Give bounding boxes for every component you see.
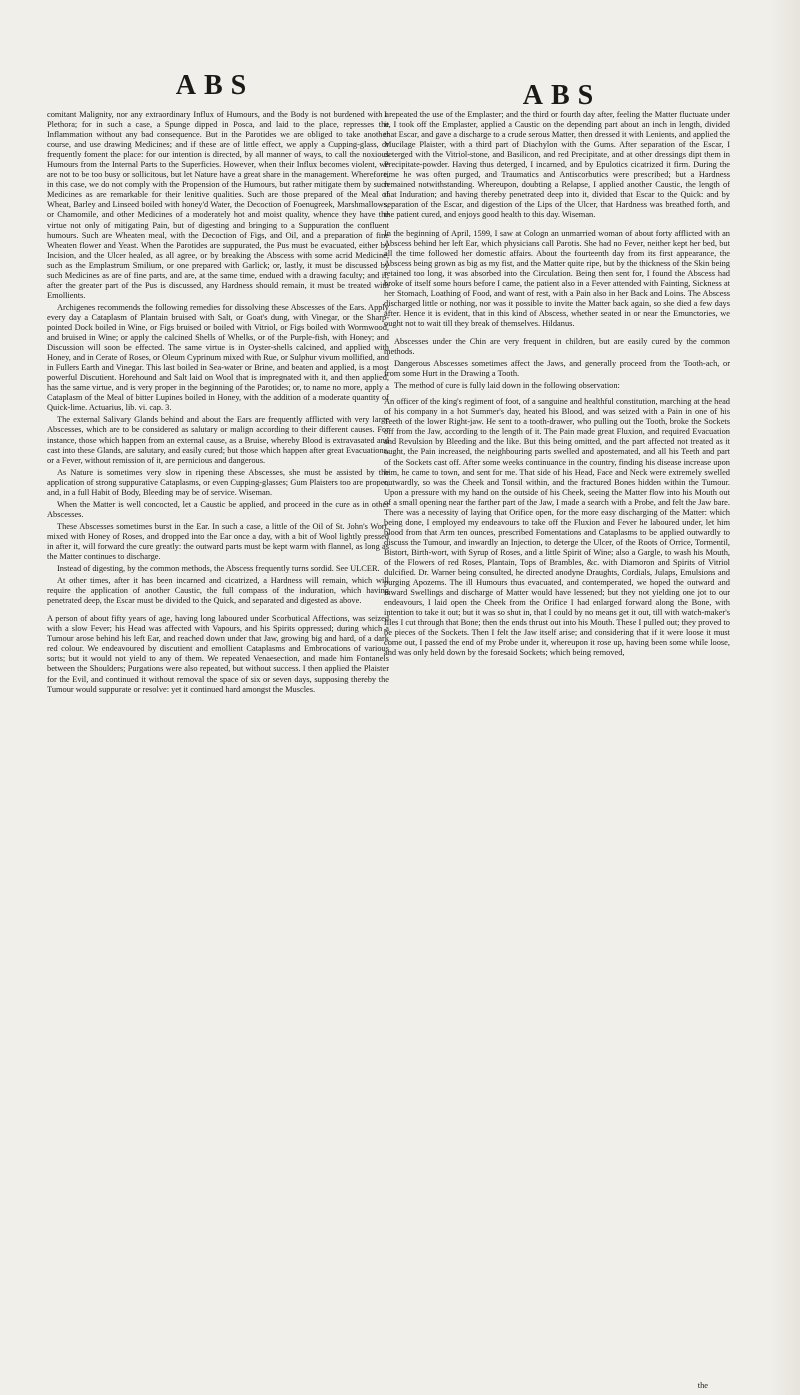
- case-paragraph: An officer of the king's regiment of foot, of a sanguine and healthful constitution, marching at the head of his company in a hot Summer's day, heated his Blood, and was seized with a Pain in one of his Teeth of the lower Right-jaw. He sent to a tooth-drawer, who pulling out the Tooth, broke the Sockets off from the Jaw, according to the length of it. The Pain made great Fluxion, and required Evacuation and Revulsion by Bleeding and the like. But this being omitted, and the part affected not treated as it ought, the Pain increased, the neighbouring parts swelled and apostemated, and all his Teeth and part of the Sockets cast off. After some weeks continuance in the country, finding his disease increase upon him, he came to town, and sent for me. That side of his Head, Face and Neck were extremely swelled outwardly, so was the Cheek and Tonsil within, and the fractured Bones hidden within the Tumour. Upon a pressure with my hand on the outside of his Cheek, seeing the Matter flow into his Mouth out of a small opening near the farther part of the Jaw, I made a search with a Probe, and felt the Jaw bare. There was a necessity of laying that Orifice open, for the more easy discharging of the Matter: which being done, I employed my endeavours to take off the Fluxion and Fever he laboured under, let him blood from that Arm ten ounces, prescribed Fomentations and Cataplasms to be applied outwardly to discuss the Tumour, and inwardly an Injection, to deterge the Ulcer, of the Roots of Orrice, Tormentil, Bistort, Birth-wort, with Syrup of Roses, and a little Spirit of Wine; also a Gargle, to wash his Mouth, of the Flowers of red Roses, Plantain, Tops of Brambles, &c. with Diamoron and Spirits of Vitriol dulcified. Dr. Warner being consulted, he directed anodyne Draughts, Cordials, Julaps, Emulsions and purging Apozems. The ill Humours thus evacuated, and contemperated, we hoped the outward and inward Swellings and discharge of Matter would have lessened; but they not yielding one jot to our endeavours, I laid open the Cheek from the Orifice I had enlarged forward along the Bone, with intention to take it out; but it was so shut in, that I could by no means get it out, till with watch-maker's files I cut through that Bone; then the ends thrust out into his Mouth. These I pulled out; they proved to be pieces of the Sockets. Then I felt the Jaw itself arise; and considering that if it were loose it must come out, I passed the end of my Probe under it, whereupon it rose up, having been some while loose, and was only held down by the foresaid Sockets; which being removed,: [384, 397, 730, 658]
- paragraph: These Abscesses sometimes burst in the Ear. In such a case, a little of the Oil of St. John's Wort, mixed with Honey of Roses, and dropped into the Ear once a day, with a bit of Wool lightly pressed in after it, will forward the cure greatly: the outward parts must be kept warm with flannel, as long as the Matter continues to discharge.: [47, 521, 389, 562]
- catchword: the: [697, 1381, 708, 1390]
- paragraph: Abscesses under the Chin are very frequent in children, but are easily cured by the common methods.: [384, 336, 730, 357]
- paragraph: Dangerous Abscesses sometimes affect the Jaws, and generally proceed from the Tooth-ach, or from some Hurt in the Drawing a Tooth.: [384, 359, 730, 379]
- paragraph: I repeated the use of the Emplaster; and the third or fourth day after, feeling the Matter fluctuate under it, I took off the Emplaster, applied a Caustic on the depending part about an inch in length, divided that Escar, and gave a discharge to a crude serous Matter, then dressed it with Lenients, and applied the Mucilage Plaister, with a third part of Diachylon with the Gums. After separation of the Escar, I deterged with the Vitriol-stone, and Basilicon, and red Precipitate, and at other dressings dipt them in Precipitate-powder. Having thus deterged, I incarned, and by Epulotics cicatrized it firm. During the time he was often purged, and Traumatics and Antiscorbutics were prescribed; but a Hardness remained notwithstanding. Whereupon, doubting a Relapse, I applied another Caustic, the length of that Induration; and having thereby penetrated deep into it, divided that Escar to the Quick: and by separation of the Escar, and digestion of the Lips of the Ulcer, that Hardness was breathed forth, and the patient cured, and enjoys good health to this day. Wiseman.: [384, 110, 730, 220]
- paragraph: When the Matter is well concocted, let a Caustic be applied, and proceed in the cure as in other Abscesses.: [47, 499, 389, 519]
- left-column: [47, 110, 389, 697]
- paragraph: The external Salivary Glands behind and about the Ears are frequently afflicted with very large Abscesses, which are to be considered as salutary or malign according to their different causes. For instance, those which happen from an external cause, as a Bruise, whereby Blood is extravasated and cast into these Glands, are salutary, and easily cured; but those which happen after great Evacuations, or a Fever, without remission of it, are pernicious and dangerous.: [47, 415, 389, 465]
- paragraph: comitant Malignity, nor any extraordinary Influx of Humours, and the Body is not burdened with a Plethora; for in such a case, a Spunge dipped in Posca, and laid to the place, represses the Inflammation without any bad consequence. But in the Parotides we are obliged to take another course, and use drawing Medicines; and if these are of little effect, we apply a Cupping-glass, or frequently foment the place: for our intention is directed, by all manner of ways, to call the noxious Humours from the Internal Parts to the Superficies. However, when their Influx becomes violent, we are not to be too busy or sollicitous, but let Nature have a great share in the management. Wherefore, in this case, we do not comply with the Propension of the Humours, but rather mitigate them by such Medicines as are remarkable for their lenitive qualities. Such are those prepared of the Meal of Wheat, Barley and Linseed boiled with honey'd Water, the Decoction of Foenugreek, Marshmallows, or Chamomile, and other Medicines of a moderately hot and moist quality, whence they have the virtue not only of mitigating Pain, but of digesting and bringing to a Suppuration the confluent humours. Such are Wheaten meal, with the Decoction of Figs, and Oil, and a preparation of fine Wheaten flower and Yeast. When the Parotides are suppurated, the Pus must be evacuated, either by Incision, and the Ulcer healed, as all agree, or by breaking the Abscess with some acrid Medicine, such as the Emplastrum Smilium, or one prepared with Garlick; or, lastly, it must be discussed by such Medicines as are of fine parts, and are, at the same time, endued with a drawing faculty; and if, after the greater part of the Pus is discussed, any Hardness should remain, it must be treated with Emollients.: [47, 110, 389, 300]
- right-column: [384, 110, 730, 660]
- case-paragraph: A person of about fifty years of age, having long laboured under Scorbutical Affections, was seized with a slow Fever; his Head was affected with Vapours, and his Spirits oppressed; during which a Tumour arose behind his left Ear, and reached down under that Jaw, growing big and hard, of a dark red colour. We endeavoured by discutient and emollient Cataplasms and Embrocations of various sorts; but it would not yield to any of them. We repeated Venaesection, and made him Fontanels between the Shoulders; Purgations were also repeated, but without success. I then applied the Plaister for the Evil, and continued it without removal the space of six or seven days, supposing thereby the Tumour would suppurate or resolve: yet it continued hard amongst the Muscles.: [47, 614, 389, 694]
- paragraph: As Nature is sometimes very slow in ripening these Abscesses, she must be assisted by the application of strong suppurative Cataplasms, or even Cupping-glasses; Gum Plaisters too are proper, and, in a full Habit of Body, Bleeding may be of service. Wiseman.: [47, 467, 389, 497]
- paragraph: At other times, after it has been incarned and cicatrized, a Hardness will remain, which will require the application of another Caustic, the full compass of the induration, which having penetrated deep, the Escar must be divided to the Quick, and separated and digested as above.: [47, 576, 389, 606]
- running-head-right: ABS: [522, 80, 602, 111]
- paragraph: Archigenes recommends the following remedies for dissolving these Abscesses of the Ears. Apply every day a Cataplasm of Plantain bruised with Salt, or Goat's dung, with Vinegar, or the Sharp-pointed Dock boiled in Wine, or Figs bruised or boiled with Vitriol, or Figs boiled with Wormwood, and bruised in Wine; or apply the calcined Shells of Whelks, or of the Purple-fish, with Honey; and Discussion will soon be effected. The same virtue is in Oyster-shells calcined, and applied with Honey, and in Cerate of Roses, or Oleum Cyprinum mixed with Rue, or Sulphur vivum mollified, and in Fullers Earth and Vinegar. This last boiled in Sea-water or Brine, and beaten and applied, is a most powerful Discutient. Horehound and Salt laid on Wool that is impregnated with it, and then applied, has the same virtue, and is very proper in the beginning of the Parotides; or, to name no more, apply a Cataplasm of the Meal of bitter Lupines boiled in Honey, with the addition of a moderate quantity of Quick-lime. Actuarius, lib. vi. cap. 3.: [47, 302, 389, 413]
- paragraph: Instead of digesting, by the common methods, the Abscess frequently turns sordid. See ULCER.: [57, 564, 380, 574]
- case-paragraph: In the beginning of April, 1599, I saw at Cologn an unmarried woman of about forty afflicted with an Abscess behind her left Ear, which physicians call Parotis. She had no Fever, neither kept her bed, but all the time followed her domestic affairs. About the fourteenth day from its first appearance, the Abscess being grown as big as my fist, and the Matter quite ripe, but by the thickness of the Skin being retained too long, it was absorbed into the Circulation. Being then sent for, I found the Abscess had broke of itself some hours before I came, the patient also in a Fever attended with Fainting, Sickness at her Stomach, Loathing of Food, and want of rest, with a Pain also in her Back and Loins. The Abscess discharged little or nothing, nor was it possible to invite the Matter back again, so she died a few days after. Hence it is evident, that in this kind of Abscess, whether seated in or near the Emunctories, we ought not to wait till they break of themselves. Hildanus.: [384, 228, 730, 328]
- page-fold-shadow: [770, 0, 800, 1395]
- running-head-left: ABS: [175, 70, 255, 101]
- paragraph: The method of cure is fully laid down in the following observation:: [394, 381, 620, 391]
